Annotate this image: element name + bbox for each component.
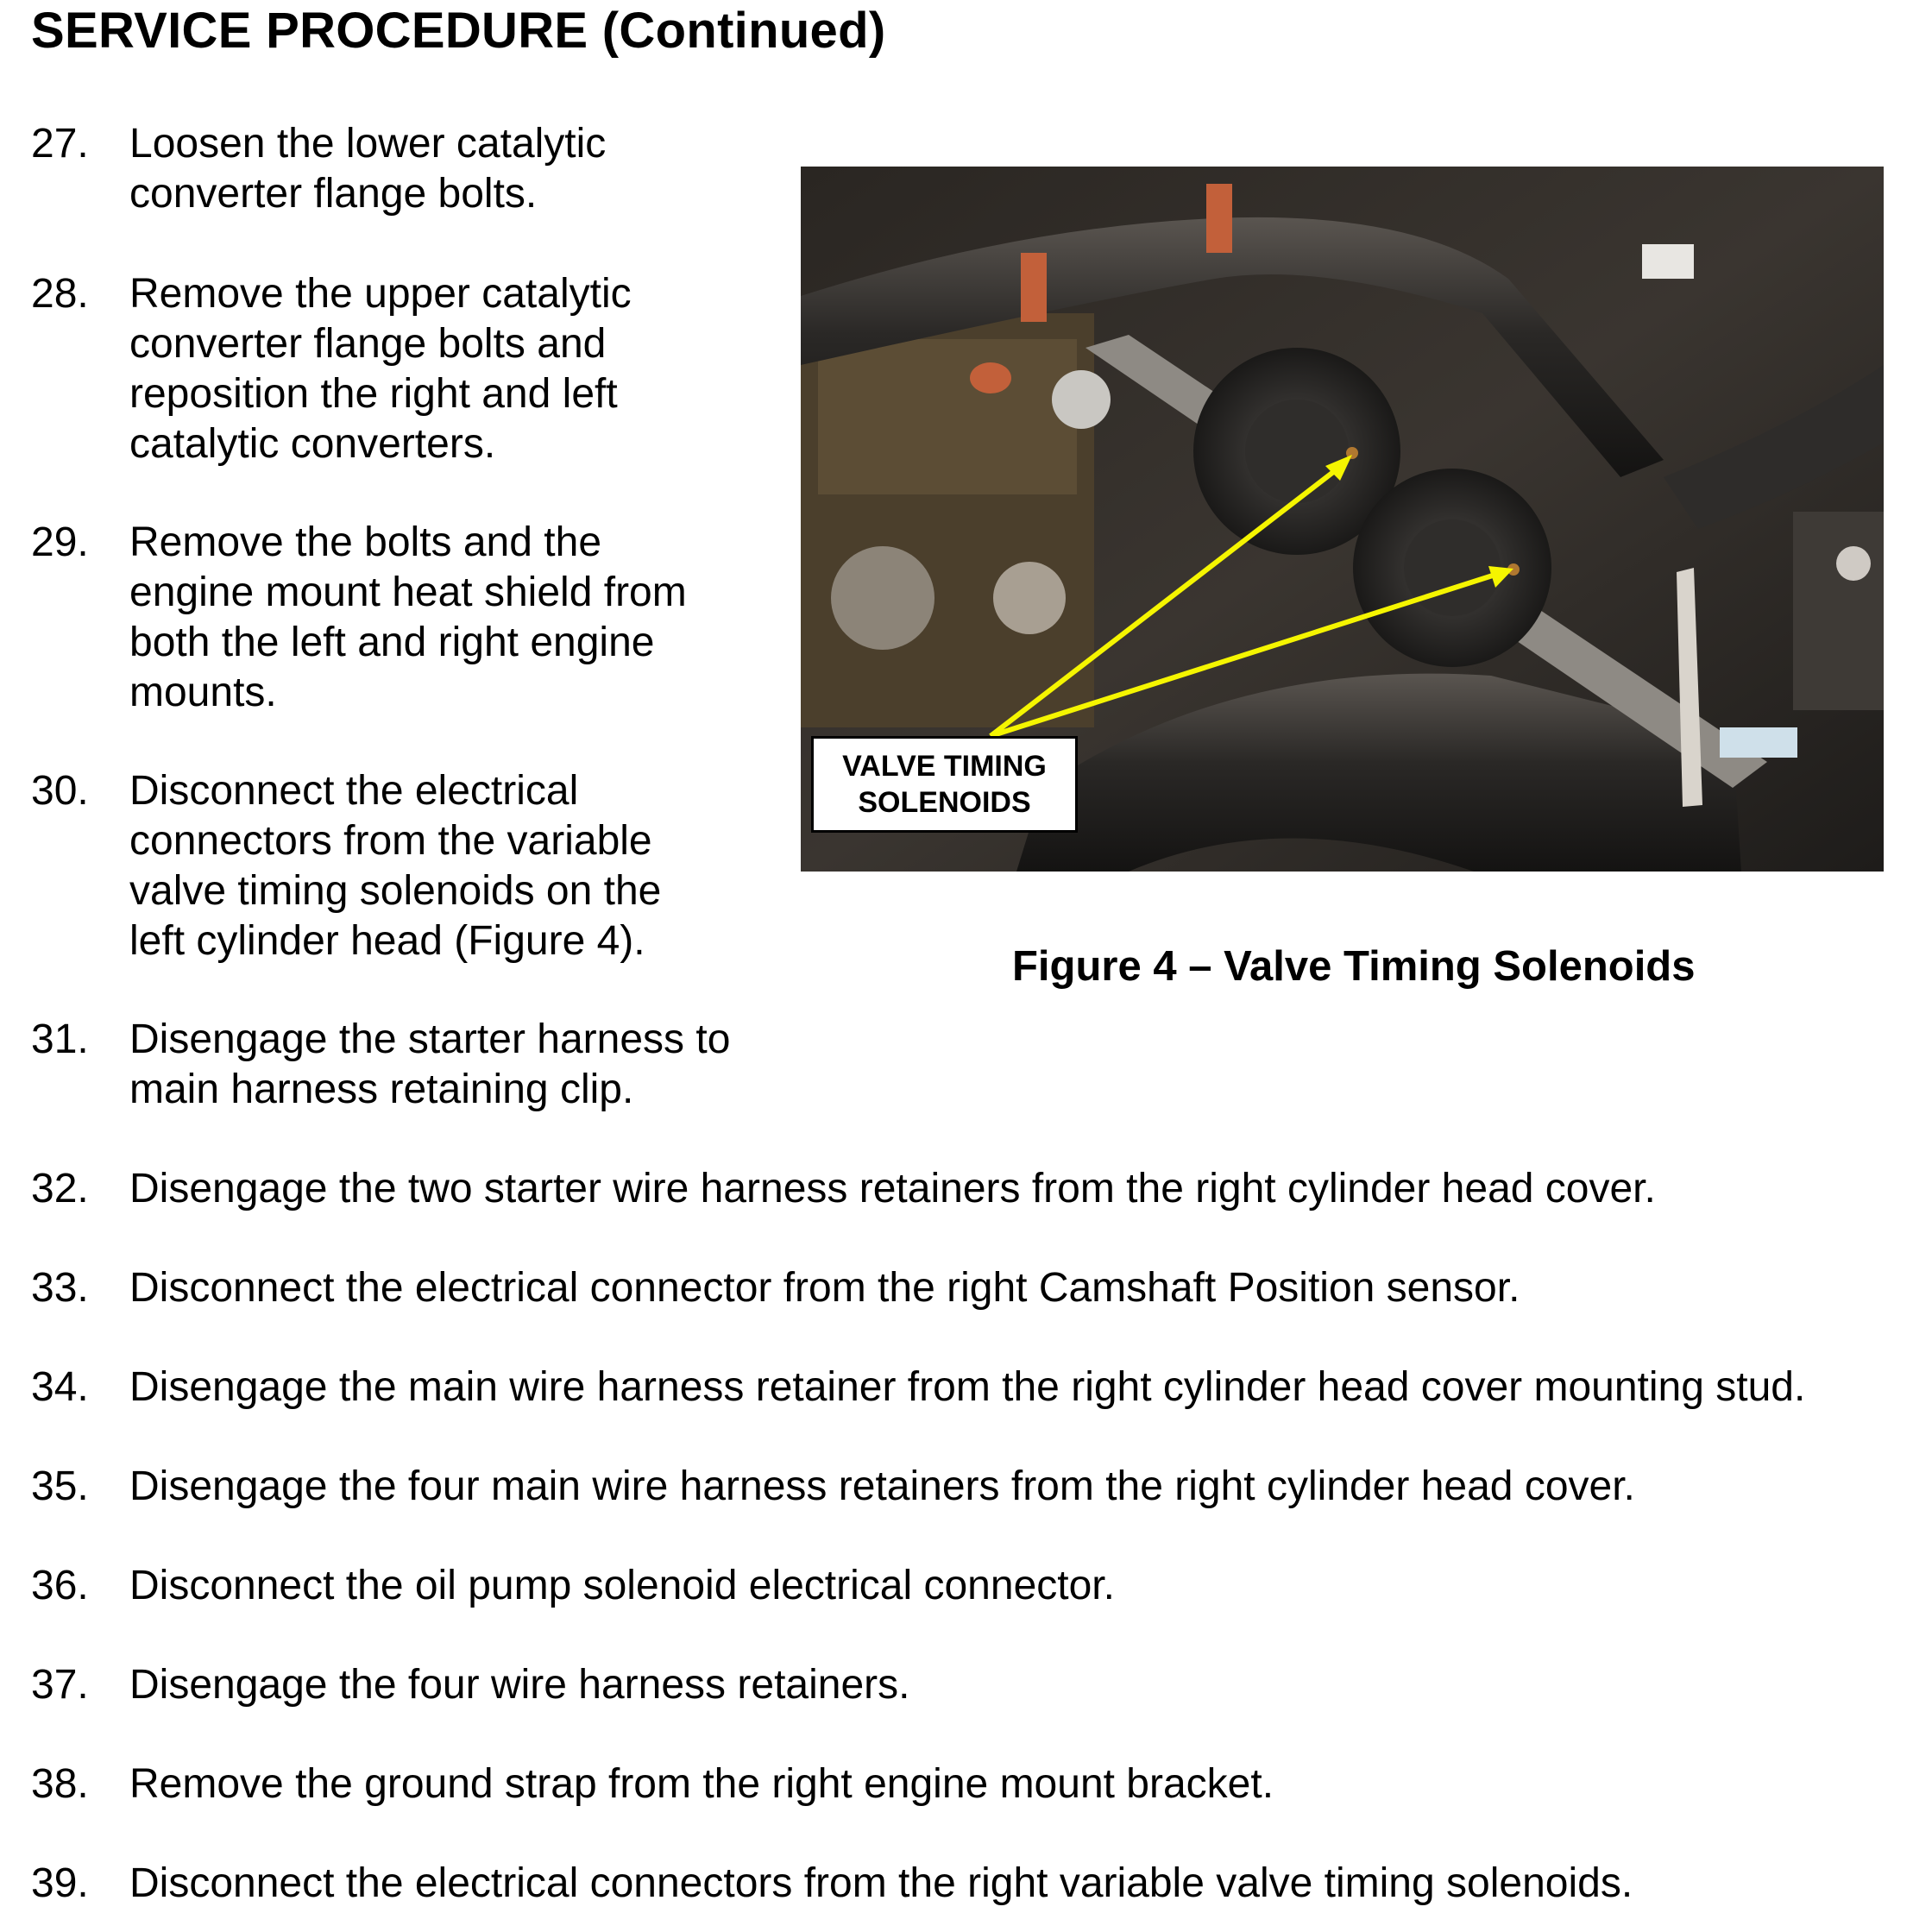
step-number: 29. bbox=[31, 519, 89, 565]
step-text bbox=[129, 119, 606, 219]
step-line: engine mount heat shield from bbox=[129, 570, 687, 615]
step-number: 31. bbox=[31, 1016, 89, 1062]
step-line: valve timing solenoids on the bbox=[129, 868, 662, 914]
step-text: Remove the ground strap from the right engine mount bracket. bbox=[129, 1761, 1274, 1807]
step-number: 35. bbox=[31, 1463, 89, 1509]
step-text: Disengage the four wire harness retainers. bbox=[129, 1662, 910, 1708]
step-line: converter flange bolts and bbox=[129, 321, 607, 367]
step-line: Loosen the lower catalytic bbox=[129, 121, 607, 167]
step-text: Disengage the four main wire harness retainers from the right cylinder head cover. bbox=[129, 1463, 1635, 1509]
step-text: Disconnect the oil pump solenoid electrical connector. bbox=[129, 1563, 1115, 1608]
page-title: SERVICE PROCEDURE (Continued) bbox=[31, 3, 886, 59]
step-number: 37. bbox=[31, 1662, 89, 1708]
step-number: 38. bbox=[31, 1761, 89, 1807]
step-line: Remove the bolts and the bbox=[129, 519, 602, 565]
step-number: 33. bbox=[31, 1265, 89, 1311]
step-line: Remove the upper catalytic bbox=[129, 271, 632, 317]
step-text: Disconnect the electrical connectors from the right variable valve timing solenoids. bbox=[129, 1860, 1633, 1906]
step-line: both the left and right engine bbox=[129, 620, 655, 665]
step-line: main harness retaining clip. bbox=[129, 1067, 634, 1112]
figure-caption: Figure 4 – Valve Timing Solenoids bbox=[1012, 943, 1696, 990]
step-line: Disconnect the electrical bbox=[129, 768, 579, 814]
step-number: 28. bbox=[31, 271, 89, 317]
callout-line: VALVE TIMING bbox=[842, 750, 1047, 783]
step-number: 32. bbox=[31, 1166, 89, 1211]
step-line: converter flange bolts. bbox=[129, 171, 538, 217]
step-line: mounts. bbox=[129, 670, 277, 715]
step-line: Disengage the starter harness to bbox=[129, 1016, 731, 1062]
step-line: catalytic converters. bbox=[129, 421, 496, 467]
step-text bbox=[129, 766, 661, 966]
step-number: 34. bbox=[31, 1364, 89, 1410]
step-number: 30. bbox=[31, 768, 89, 814]
step-text: Disengage the main wire harness retainer from the right cylinder head cover mounting stud. bbox=[129, 1364, 1806, 1410]
step-number: 27. bbox=[31, 121, 89, 167]
step-text: Disengage the two starter wire harness retainers from the right cylinder head cover. bbox=[129, 1166, 1656, 1211]
step-line: connectors from the variable bbox=[129, 818, 652, 864]
step-text bbox=[129, 518, 687, 718]
step-line: reposition the right and left bbox=[129, 371, 618, 417]
step-text: Disconnect the electrical connector from the right Camshaft Position sensor. bbox=[129, 1265, 1520, 1311]
callout-line: SOLENOIDS bbox=[858, 786, 1031, 819]
step-text bbox=[129, 269, 632, 469]
step-number: 39. bbox=[31, 1860, 89, 1906]
step-line: left cylinder head (Figure 4). bbox=[129, 918, 645, 964]
step-number: 36. bbox=[31, 1563, 89, 1608]
step-text bbox=[129, 1015, 730, 1115]
callout-label bbox=[811, 736, 1078, 833]
